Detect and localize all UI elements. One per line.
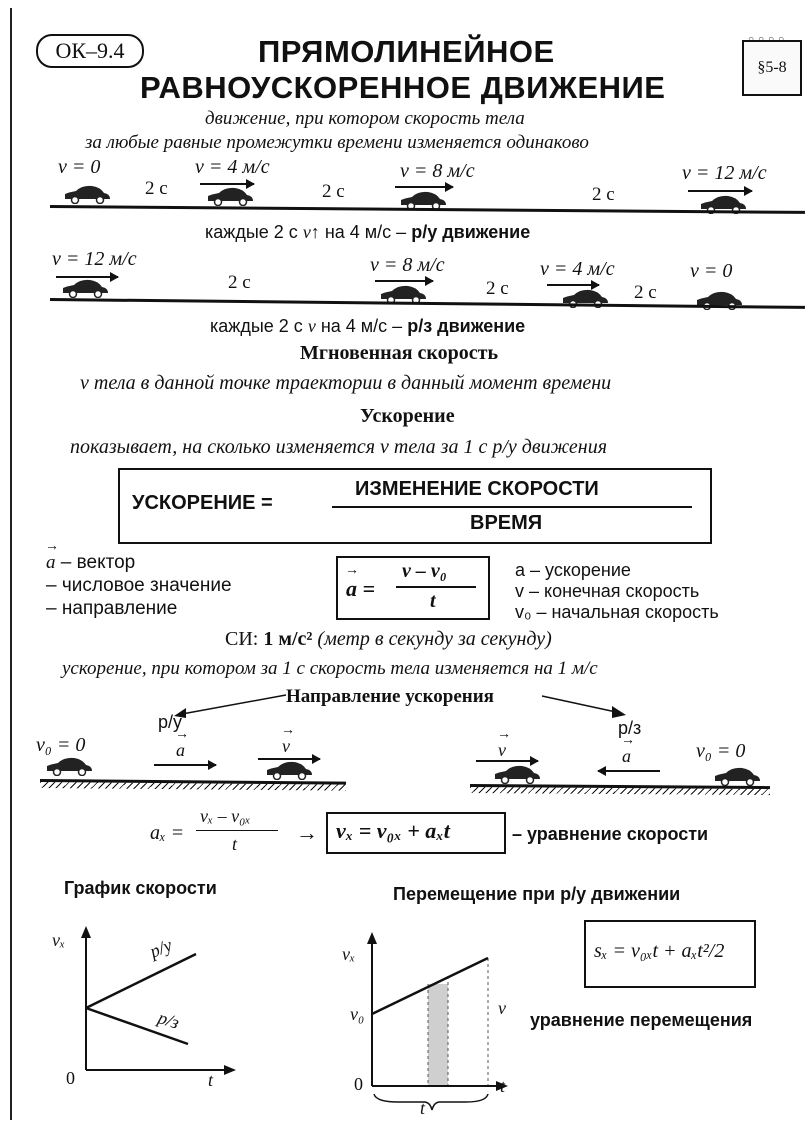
card-code-badge: ОК–9.4 (36, 34, 144, 68)
displacement-graph (346, 926, 516, 1116)
formula-left: УСКОРЕНИЕ = (132, 492, 273, 514)
title-line-2: РАВНОУСКОРЕННОЕ ДВИЖЕНИЕ (140, 70, 666, 105)
vector-formula-den: t (430, 590, 436, 612)
definition-line-1: движение, при котором скорость тела (205, 108, 525, 129)
decel-v8-label: v = 8 м/с (370, 254, 445, 276)
decel-time-3: 2 с (634, 282, 657, 303)
right-vec-a-label: → a (622, 746, 631, 767)
displacement-heading: Перемещение при р/у движении (393, 884, 681, 904)
instant-text: v тела в данной точке траектории в данный момент времени (80, 372, 612, 394)
accel-v4-arrow (200, 183, 254, 185)
vector-formula-num: v – v₀ (402, 560, 447, 582)
accel-caption: каждые 2 с v↑ на 4 м/с – р/у движение (205, 222, 531, 242)
right-acceleration-arrow (598, 770, 660, 772)
acceleration-heading: Ускорение (360, 405, 455, 427)
accel-v8-arrow (395, 186, 453, 188)
direction-heading: Направление ускорения (286, 686, 494, 707)
velocity-graph-x-label: t (208, 1070, 214, 1090)
displacement-y-label: vₓ (342, 944, 356, 964)
displacement-x-label: t (500, 1076, 506, 1096)
legend-final-velocity: v – конечная скорость (515, 581, 700, 601)
left-vec-v-label: → v (282, 736, 290, 757)
car-icon (60, 278, 110, 298)
ax-fraction-line (196, 830, 278, 831)
instant-heading: Мгновенная скорость (300, 342, 499, 364)
decel-time-2: 2 с (486, 278, 509, 299)
decel-v4-label: v = 4 м/с (540, 258, 615, 280)
accel-v4-label: v = 4 м/с (195, 156, 270, 178)
decel-v4-arrow (547, 284, 599, 286)
car-icon (205, 186, 255, 206)
velocity-graph (46, 920, 246, 1090)
section-badge: §5-8 (742, 40, 802, 96)
implies-arrow: → (296, 820, 318, 845)
decel-v0-label: v = 0 (690, 260, 733, 282)
vector-line-3: – направление (46, 598, 178, 619)
vector-fraction-line (396, 586, 476, 588)
car-icon (492, 764, 542, 784)
accel-v0-label: v = 0 (58, 156, 101, 178)
displacement-v0-label: v₀ (350, 1004, 365, 1024)
left-initial-velocity: v₀ = 0 (36, 734, 86, 756)
ax-label: aₓ = (150, 822, 185, 844)
pointer-arrow-right (538, 692, 628, 722)
decel-v8-arrow (375, 280, 433, 282)
acceleration-text: показывает, на сколько изменяется v тела за 1 с р/у движения (70, 436, 608, 458)
accel-time-3: 2 с (592, 184, 615, 205)
displacement-origin: 0 (354, 1074, 363, 1094)
left-vec-a-label: → a (176, 740, 185, 761)
accel-v8-label: v = 8 м/с (400, 160, 475, 182)
decel-v12-label: v = 12 м/с (52, 248, 137, 270)
right-velocity-arrow (476, 760, 538, 762)
ax-numerator: vₓ – v₀ₓ (200, 806, 251, 826)
velocity-graph-down-label: р/з (155, 1007, 182, 1033)
vector-line-2: – числовое значение (46, 575, 232, 596)
right-initial-velocity: v₀ = 0 (696, 740, 746, 762)
formula-denominator: ВРЕМЯ (470, 512, 543, 534)
ax-denominator: t (232, 834, 238, 854)
velocity-graph-y-label: vₓ (52, 930, 66, 950)
direction-left-label: р/у (158, 712, 183, 732)
velocity-equation-label: – уравнение скорости (512, 824, 709, 844)
si-definition: ускорение, при котором за 1 с скорость тела изменяется на 1 м/с (62, 658, 598, 679)
car-icon (44, 756, 94, 776)
legend-acceleration: a – ускорение (515, 560, 631, 580)
vector-formula-a: → a = (346, 576, 375, 602)
velocity-equation: vₓ = v₀ₓ + aₓt (336, 818, 450, 843)
formula-numerator: ИЗМЕНЕНИЕ СКОРОСТИ (355, 478, 599, 500)
accel-time-2: 2 с (322, 181, 345, 202)
right-vec-v-label: → v (498, 740, 506, 761)
velocity-graph-up-label: р/у (146, 934, 175, 962)
decel-time-1: 2 с (228, 272, 251, 293)
accel-v12-label: v = 12 м/с (682, 162, 767, 184)
decel-caption: каждые 2 с v на 4 м/с – р/з движение (210, 316, 526, 336)
car-icon (264, 760, 314, 780)
legend-initial-velocity: v₀ – начальная скорость (515, 602, 719, 622)
velocity-graph-origin: 0 (66, 1068, 75, 1088)
title-line-1: ПРЯМОЛИНЕЙНОЕ (258, 34, 555, 69)
displacement-formula: sₓ = v₀ₓt + aₓt²/2 (594, 940, 725, 962)
si-unit-line: СИ: 1 м/с² (метр в секунду за секунду) (225, 628, 552, 650)
displacement-interval-label: t (420, 1098, 426, 1118)
accel-v12-arrow (688, 190, 752, 192)
formula-fraction-line (332, 506, 692, 508)
displacement-v-label: v (498, 998, 506, 1018)
velocity-graph-heading: График скорости (64, 878, 217, 898)
vector-line-1: → a – вектор (46, 552, 135, 574)
car-icon (712, 766, 762, 786)
definition-line-2: за любые равные промежутки времени изменяется одинаково (85, 132, 589, 153)
accel-time-1: 2 с (145, 178, 168, 199)
left-acceleration-arrow (154, 764, 216, 766)
car-icon (62, 184, 112, 204)
direction-right-label: р/з (618, 718, 642, 738)
displacement-equation-label: уравнение перемещения (530, 1010, 753, 1030)
pointer-arrow-left (170, 690, 290, 720)
